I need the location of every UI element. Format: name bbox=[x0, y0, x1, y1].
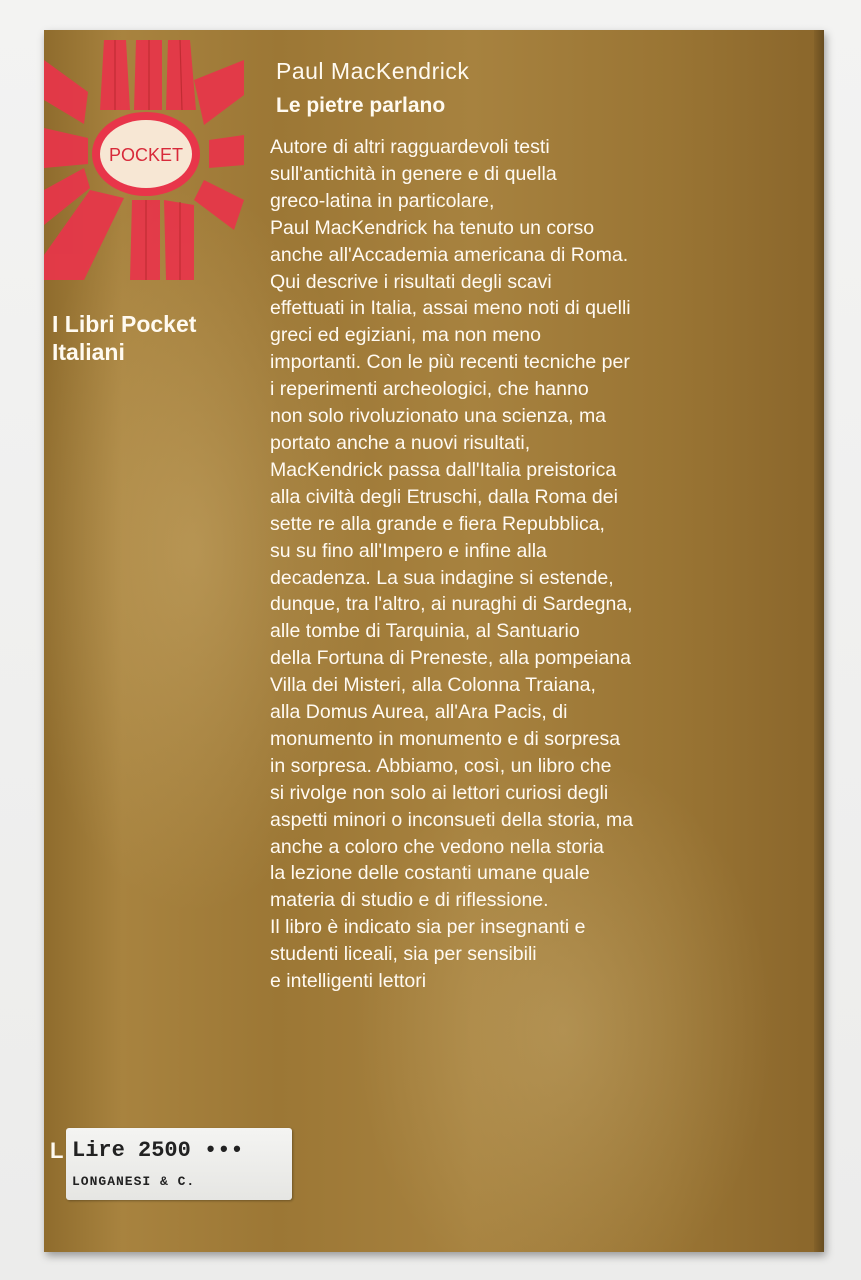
book-back-cover bbox=[44, 30, 824, 1252]
blurb-line: Il libro è indicato sia per insegnanti e bbox=[270, 916, 586, 939]
blurb-line: la lezione delle costanti umane quale bbox=[270, 862, 590, 885]
blurb-line: sette re alla grande e fiera Repubblica, bbox=[270, 512, 605, 535]
edge-letter: L bbox=[50, 1138, 64, 1163]
blurb-line: alla civiltà degli Etruschi, dalla Roma dei bbox=[270, 485, 618, 508]
blurb-line: Paul MacKendrick ha tenuto un corso bbox=[270, 216, 595, 239]
blurb-line: decadenza. La sua indagine si estende, bbox=[270, 566, 614, 589]
blurb-line: sull'antichità in genere e di quella bbox=[270, 162, 557, 185]
series-title-line-2: Italiani bbox=[52, 339, 125, 365]
book-title: Le pietre parlano bbox=[276, 94, 446, 117]
price-dots: ••• bbox=[204, 1138, 244, 1163]
author-name: Paul MacKendrick bbox=[276, 58, 470, 84]
price-value: Lire 2500 bbox=[72, 1138, 191, 1163]
blurb-line: MacKendrick passa dall'Italia preistorica bbox=[270, 458, 617, 481]
blurb-line: effettuati in Italia, assai meno noti di quelli bbox=[270, 297, 631, 320]
blurb-text bbox=[270, 134, 810, 995]
blurb-line: aspetti minori o inconsueti della storia, ma bbox=[270, 808, 634, 831]
series-title-line-1: I Libri Pocket bbox=[52, 311, 197, 337]
blurb-line: greci ed egiziani, ma non meno bbox=[270, 324, 541, 347]
publisher-name: LONGANESI & C. bbox=[72, 1174, 196, 1189]
blurb-line: dunque, tra l'altro, ai nuraghi di Sardegna, bbox=[270, 593, 633, 616]
blurb-line: anche a coloro che vedono nella storia bbox=[270, 835, 604, 858]
blurb-line: della Fortuna di Preneste, alla pompeiana bbox=[270, 647, 631, 670]
price-sticker bbox=[66, 1128, 292, 1200]
blurb-line: alla Domus Aurea, all'Ara Pacis, di bbox=[270, 701, 568, 724]
blurb-line: Autore di altri ragguardevoli testi bbox=[270, 136, 550, 158]
blurb-line: portato anche a nuovi risultati, bbox=[270, 431, 531, 454]
blurb-line: greco-latina in particolare, bbox=[270, 189, 495, 212]
pocket-logo bbox=[44, 40, 244, 280]
blurb-line: si rivolge non solo ai lettori curiosi degli bbox=[270, 781, 609, 804]
blurb-line: e intelligenti lettori bbox=[270, 970, 427, 993]
price-label bbox=[72, 1138, 244, 1163]
series-title bbox=[52, 310, 196, 366]
blurb-line: non solo rivoluzionato una scienza, ma bbox=[270, 405, 607, 428]
blurb-line: Qui descrive i risultati degli scavi bbox=[270, 270, 552, 293]
blurb-line: alle tombe di Tarquinia, al Santuario bbox=[270, 620, 580, 643]
blurb-line: materia di studio e di riflessione. bbox=[270, 889, 549, 912]
blurb-line: Villa dei Misteri, alla Colonna Traiana, bbox=[270, 674, 596, 697]
blurb-line: anche all'Accademia americana di Roma. bbox=[270, 243, 629, 266]
blurb-line: i reperimenti archeologici, che hanno bbox=[270, 378, 589, 401]
blurb-line: studenti liceali, sia per sensibili bbox=[270, 943, 537, 966]
pocket-logo-text: POCKET bbox=[108, 145, 184, 165]
blurb-line: in sorpresa. Abbiamo, così, un libro che bbox=[270, 754, 612, 777]
blurb-line: su su fino all'Impero e infine alla bbox=[270, 539, 547, 562]
blurb-line: monumento in monumento e di sorpresa bbox=[270, 727, 621, 750]
blurb-line: importanti. Con le più recenti tecniche per bbox=[270, 351, 630, 374]
